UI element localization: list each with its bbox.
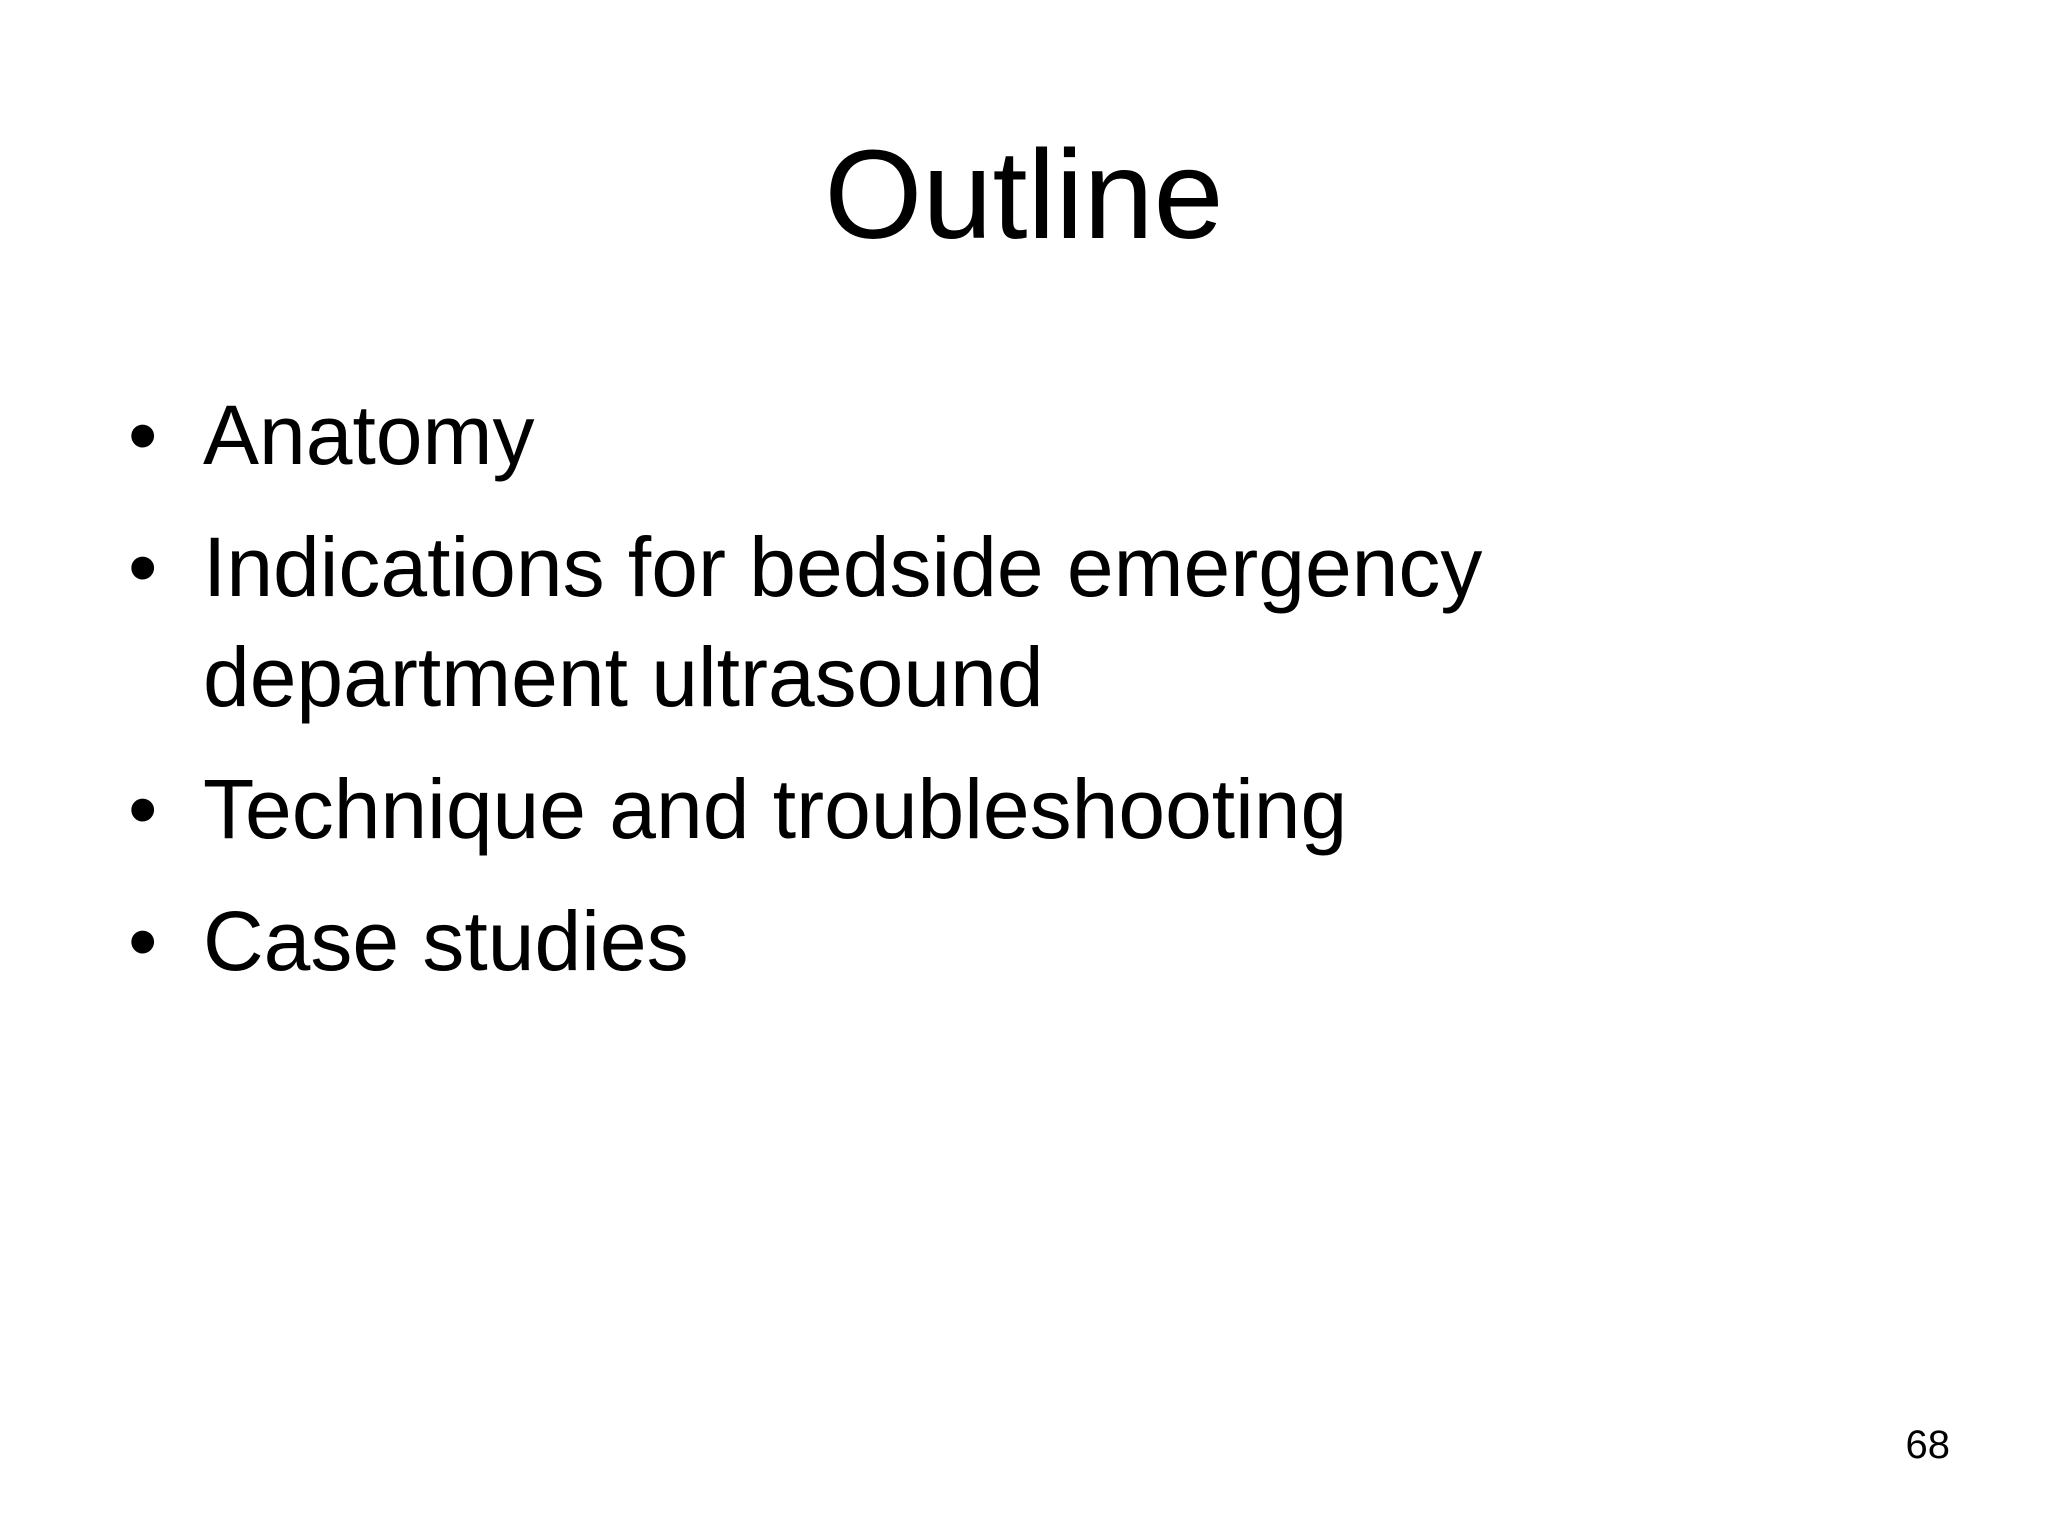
bullet-item-anatomy bbox=[120, 380, 1820, 490]
bullet-icon: • bbox=[128, 520, 158, 614]
bullet-text: Anatomy bbox=[203, 388, 535, 482]
bullet-text: Indications for bedside emergency department ultrasound bbox=[203, 520, 1483, 724]
bullet-icon: • bbox=[128, 388, 158, 482]
bullet-text: Case studies bbox=[203, 894, 689, 988]
bullet-item-indications bbox=[120, 512, 1743, 732]
bullet-list bbox=[120, 380, 1820, 1018]
bullet-item-technique bbox=[120, 754, 1820, 864]
slide-title: Outline bbox=[824, 124, 1224, 265]
bullet-text: Technique and troubleshooting bbox=[203, 762, 1348, 856]
bullet-icon: • bbox=[128, 894, 158, 988]
bullet-icon: • bbox=[128, 762, 158, 856]
page-number: 68 bbox=[1905, 1423, 1950, 1467]
bullet-item-case-studies bbox=[120, 886, 1820, 996]
